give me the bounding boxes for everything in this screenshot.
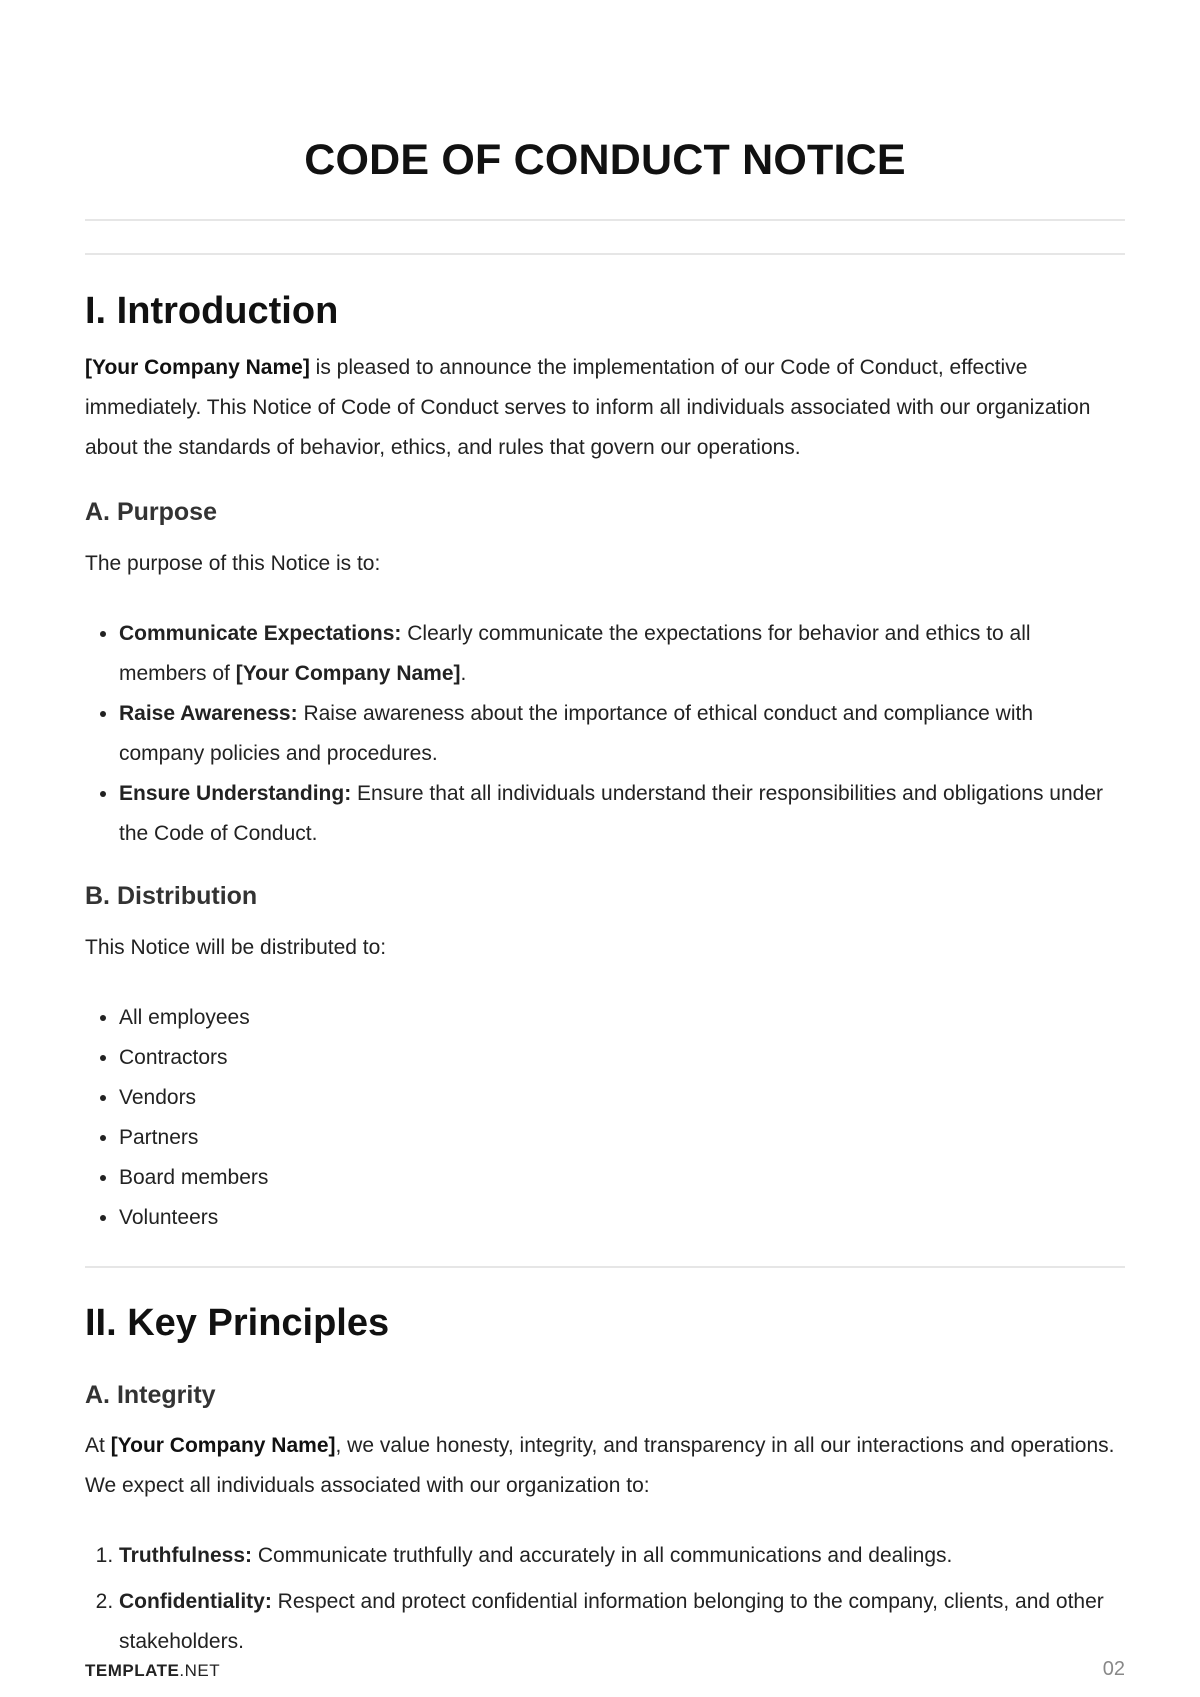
item-text: Respect and protect confidential information belonging to the company, clients, and other stakeholders. [119, 1590, 1104, 1653]
list-item: • Contractors [119, 1038, 1119, 1078]
divider [85, 1266, 1125, 1268]
item-text: Communicate truthfully and accurately in all communications and dealings. [252, 1544, 953, 1567]
subheading-distribution: B. Distribution [85, 882, 258, 910]
divider [85, 253, 1125, 255]
intro-paragraph [85, 348, 1125, 468]
item-label: Confidentiality: [119, 1590, 272, 1613]
integrity-list [85, 1536, 1119, 1668]
distribution-lead: This Notice will be distributed to: [85, 936, 387, 959]
list-item: • Partners [119, 1118, 1119, 1158]
purpose-lead: The purpose of this Notice is to: [85, 552, 381, 575]
paragraph-text: , we value honesty, integrity, and transparency in all our interactions and operations. We expect all individuals associated with our organization to: [85, 1434, 1115, 1497]
document-title: CODE OF CONDUCT NOTICE [304, 136, 906, 184]
list-item: • Board members [119, 1158, 1119, 1198]
list-item [119, 694, 1119, 774]
section-heading-key-principles: II. Key Principles [85, 1302, 390, 1344]
logo-text-light: .NET [179, 1661, 221, 1680]
list-item: • All employees [119, 998, 1119, 1038]
divider [85, 219, 1125, 221]
item-text: Raise awareness about the importance of ethical conduct and compliance with company policies and procedures. [119, 702, 1034, 765]
item-label: Communicate Expectations: [119, 622, 402, 645]
list-item [119, 1536, 1119, 1576]
subheading-integrity: A. Integrity [85, 1381, 216, 1409]
intro-text: is pleased to announce the implementation of our Code of Conduct, effective immediately. This Notice of Code of Conduct serves to inform all individuals associated with our organization about the standards of behavior, ethics, and rules that govern our operations. [85, 356, 1091, 459]
company-name-placeholder: [Your Company Name] [110, 1434, 336, 1457]
section-heading-introduction: I. Introduction [85, 290, 339, 332]
company-name-placeholder: [Your Company Name] [85, 356, 310, 379]
page-number: 02 [1102, 1658, 1125, 1680]
paragraph-text: At [85, 1434, 111, 1457]
company-name-placeholder: [Your Company Name] [235, 662, 461, 685]
subheading-purpose: A. Purpose [85, 498, 217, 526]
list-item: • Volunteers [119, 1198, 1119, 1238]
item-label: Ensure Understanding: [119, 782, 352, 805]
list-item: • Vendors [119, 1078, 1119, 1118]
purpose-list [85, 614, 1119, 854]
item-text: Ensure that all individuals understand their responsibilities and obligations under the Code of Conduct. [119, 782, 1103, 845]
item-text: Clearly communicate the expectations for behavior and ethics to all members of [119, 622, 1031, 685]
list-item [119, 1582, 1119, 1662]
logo-text-bold: TEMPLATE [85, 1661, 180, 1680]
list-item [119, 614, 1119, 694]
item-label: Truthfulness: [119, 1544, 253, 1567]
item-label: Raise Awareness: [119, 702, 298, 725]
integrity-paragraph [85, 1426, 1125, 1506]
list-item [119, 774, 1119, 854]
distribution-list [85, 998, 1119, 1238]
template-logo [85, 1661, 220, 1681]
item-text: . [460, 662, 467, 685]
